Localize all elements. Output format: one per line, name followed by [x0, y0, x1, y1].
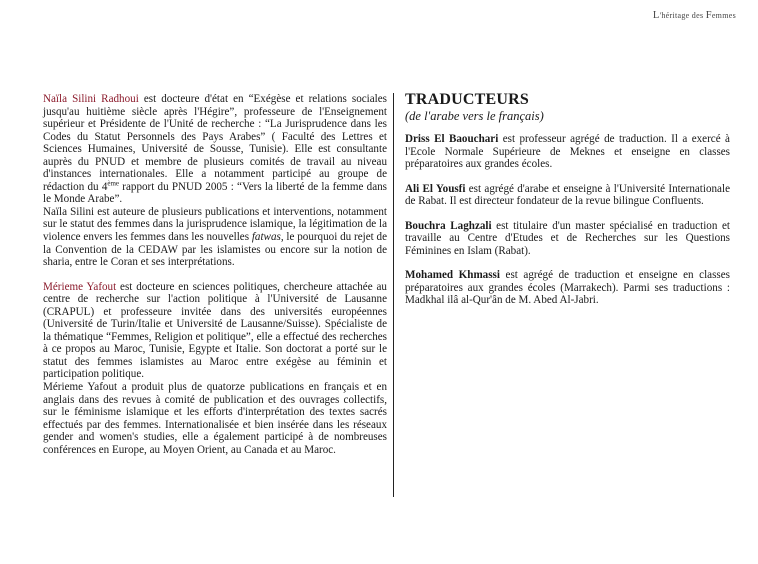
section-subtitle: (de l'arabe vers le français) — [405, 109, 544, 123]
section-title: TRADUCTEURS — [405, 91, 529, 108]
author2-bio-2: Mérieme Yafout a produit plus de quatorze publications en français et en anglais dans des revues à comité de publication et des ouvrages collectifs, sur le féminisme islamique et les efforts d'interprétation des textes sacrés effectués par des femmes. Internationalisée et bien insérée dans les réseaux gender and women's studies, elle a également participé à de nombreuses conférences en Europe, au Moyen Orient, au Canada et au Maroc. — [43, 381, 387, 456]
authors-column — [43, 93, 387, 456]
running-header — [653, 10, 736, 21]
header-text-2: emmes — [711, 11, 736, 20]
header-text-1: 'héritage des — [659, 11, 706, 20]
author1-fatwas: fatwas, — [251, 231, 284, 244]
translator-name: Mohamed Khmassi — [405, 269, 500, 282]
translator-bio: est professeur agrégé de traduction. Il a exercé à l'Ecole Normale Supérieure de Meknes et enseigne en classes préparatoires aux grandes écoles. — [405, 133, 730, 171]
author1-bio-2-text-cont: le pourquoi du rejet de la Convention de la CEDAW par les islamistes ou encore sur la notion de sharia, entre le Coran et ses interprétations. — [43, 231, 387, 269]
translator-entry — [405, 183, 730, 208]
translator-entry — [405, 269, 730, 307]
author1-bio-2-text: Naïla Silini est auteure de plusieurs publications et interventions, notamment sur le statut des femmes dans la jurisprudence islamique, la légitimation de la violence envers les femmes dans les nouvelles — [43, 205, 387, 244]
author1-bio — [43, 93, 387, 206]
translators-column — [405, 91, 730, 319]
header-letter-l: L — [652, 10, 660, 21]
translator-bio: est agrégé de traduction et enseigne en classes préparatoires aux grandes écoles (Marrakech). Parmi ses traductions : Madkhal ilâ al-Qur'ân de M. Abed Al-Jabri. — [405, 269, 730, 307]
author1-name: Naïla Silini Radhoui — [43, 93, 139, 105]
translator-name: Bouchra Laghzali — [405, 219, 492, 232]
translator-entry — [405, 220, 730, 258]
author1-bio-text-cont: rapport du PNUD 2005 : “Vers la liberté de la femme dans le Monde Arabe”. — [43, 180, 387, 206]
header-letter-f: F — [705, 10, 712, 21]
translator-bio: est titulaire d'un master spécialisé en traduction et travaille au Centre d'Etudes et de Recherches sur les Questions Féminines en Islam (Rabat). — [405, 219, 730, 257]
author2-name: Mérieme Yafout — [43, 280, 117, 293]
translator-bio: est agrégé d'arabe et enseigne à l'Université Internationale de Rabat. Il est directeur fondateur de la revue bilingue Confluents. — [405, 182, 730, 208]
author1-bio-text: est docteure d'état en “Exégèse et relations sociales jusqu'au huitième siècle après l'Hégire”, professeure de l'Enseignement supérieur et Présidente de l'Unité de recherche : “La Jurisprudence dans les Codes du Statut Personnels des Pays Arabes” ( Faculté des Lettres et Sciences Humaines, Université de Sousse, Tunisie). Elle est consultante auprès du PNUD et membre de plusieurs comités de travail au niveau d'instances internationales. Elle a notamment participé au groupe de rédaction du 4 — [43, 93, 387, 193]
author1-superscript: ème — [107, 179, 120, 188]
column-divider — [393, 93, 394, 497]
translator-name: Driss El Baouchari — [405, 133, 499, 145]
author2-bio — [43, 281, 387, 381]
translator-name: Ali El Yousfi — [405, 182, 466, 195]
author1-bio-2 — [43, 206, 387, 269]
author2-bio-text: est docteure en sciences politiques, chercheure attachée au centre de recherche sur l'action politique à l'Université de Lausanne (CRAPUL) et professeure invitée dans des universités européennes (Université de Turin/Italie et Université de Lausanne/Suisse). Spécialiste de la thématique “Femmes, Religion et politique”, elle a effectué des recherches à ce propos au Maroc, Tunisie, Egypte et Italie. Son doctorat a porté sur le statut des femmes islamistes au Maroc entre exégèse au féminin et participation politique. — [43, 280, 387, 381]
translator-entry — [405, 133, 730, 171]
